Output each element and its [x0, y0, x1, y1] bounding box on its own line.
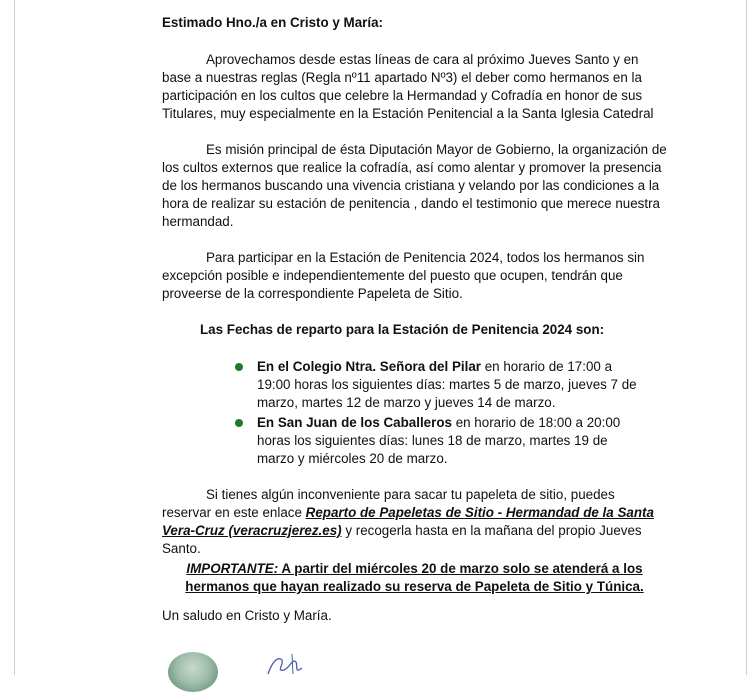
- greeting: Estimado Hno./a en Cristo y María:: [162, 15, 383, 30]
- seal-stamp: [168, 652, 218, 692]
- reservation-text-after: y recogerla hasta en la mañana del propio Jueves Santo.: [162, 523, 642, 556]
- date-details: en horario de 18:00 a 20:00 horas los siguientes días: lunes 18 de marzo, martes 19 de marzo y miércoles 20 de marzo.: [257, 415, 621, 466]
- paragraph-mision: Es misión principal de ésta Diputación Mayor de Gobierno, la organización de los cultos externos que realice la cofradía, así como alentar y promover la presencia de los hermanos buscando una vivencia cristiana y velando por las condiciones a la hora de realizar su estación de penitencia , dando el testimonio que merece nuestra hermandad.: [162, 142, 667, 229]
- reservation-text: Si tienes algún inconveniente para sacar tu papeleta de sitio, puedes reservar en este enlace: [162, 487, 615, 520]
- list-item: [235, 414, 647, 468]
- important-label: IMPORTANTE:: [186, 561, 279, 576]
- important-notice: [162, 560, 667, 596]
- bullet-icon: [235, 363, 243, 371]
- page-right-edge: [746, 0, 747, 675]
- paragraph-reglas: Aprovechamos desde estas líneas de cara al próximo Jueves Santo y en base a nuestras reglas (Regla nº11 apartado Nº3) el deber como hermanos en la participación en los cultos que celebre la Hermandad y Cofradía en honor de sus Titulares, muy especialmente en la Estación Penitencial a la Santa Iglesia Catedral: [162, 52, 654, 121]
- signature: [262, 652, 312, 676]
- paragraph-participar: Para participar en la Estación de Penitencia 2024, todos los hermanos sin excepción posible e independientemente del puesto que ocupen, tendrán que proveerse de la correspondiente Papeleta de Sitio.: [162, 250, 645, 301]
- page-left-edge: [14, 0, 15, 675]
- letter-body: [162, 14, 667, 625]
- closing: Un saludo en Cristo y María.: [162, 608, 332, 623]
- date-place: En San Juan de los Caballeros: [257, 415, 452, 430]
- date-details: en horario de 17:00 a 19:00 horas los siguientes días: martes 5 de marzo, jueves 7 de marzo, martes 12 de marzo y jueves 14 de marzo.: [257, 359, 637, 410]
- reservation-paragraph: [162, 486, 667, 558]
- reservation-link[interactable]: Reparto de Papeletas de Sitio - Hermandad de la Santa Vera-Cruz (veracruzjerez.es): [162, 505, 654, 538]
- dates-list: [162, 358, 647, 468]
- date-place: En el Colegio Ntra. Señora del Pilar: [257, 359, 481, 374]
- bullet-icon: [235, 419, 243, 427]
- list-item: [235, 358, 647, 412]
- dates-heading: Las Fechas de reparto para la Estación de Penitencia 2024 son:: [200, 322, 605, 337]
- important-text: A partir del miércoles 20 de marzo solo se atenderá a los hermanos que hayan realizado su reserva de Papeleta de Sitio y Túnica.: [185, 561, 644, 594]
